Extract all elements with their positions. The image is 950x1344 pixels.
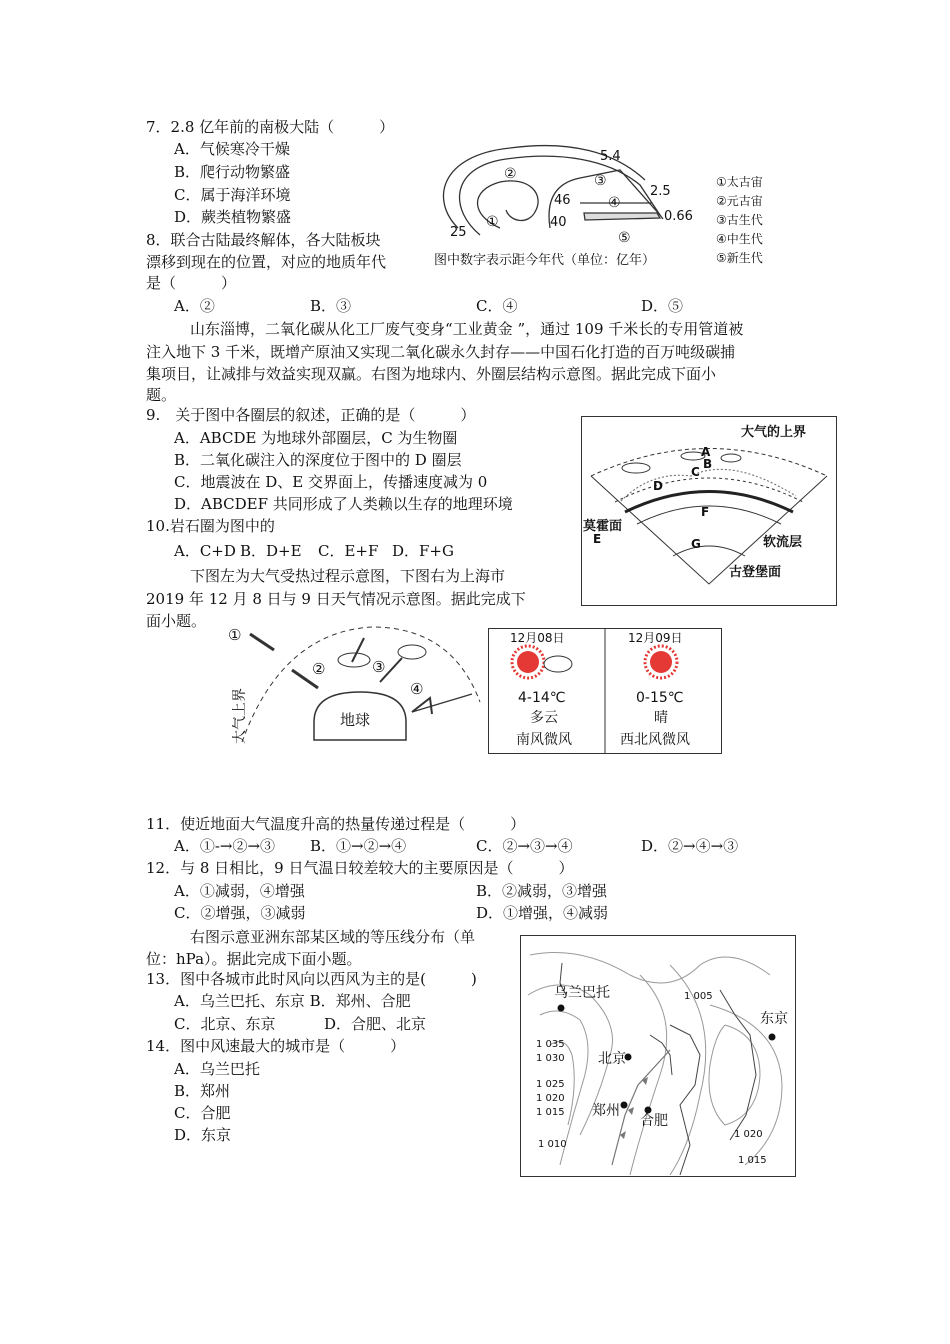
q11-stem: 11．使近地面大气温度升高的热量传递过程是（ ） xyxy=(146,815,526,833)
isobar-label-1035: 1 035 xyxy=(536,1039,565,1050)
q14-option-b: B．郑州 xyxy=(174,1082,231,1100)
weather-day2-wind: 西北风微风 xyxy=(620,732,690,748)
geotime-num-46: 46 xyxy=(554,193,571,208)
sphere-letter-g: G xyxy=(691,537,701,551)
isobar-label-1015-e: 1 015 xyxy=(738,1155,767,1166)
sphere-letter-b: B xyxy=(703,457,713,471)
q13-option-d: D．合肥、北京 xyxy=(324,1015,427,1033)
q14-option-c: C．合肥 xyxy=(174,1104,231,1122)
weather-day1-date: 12月08日 xyxy=(510,631,565,645)
sphere-moho-label: 莫霍面 xyxy=(583,519,623,534)
q13-stem: 13．图中各城市此时风向以西风为主的是( ) xyxy=(146,970,477,988)
q13-options-line1: A．乌兰巴托、东京 B．郑州、合肥 xyxy=(174,992,411,1010)
isobar-label-1010: 1 010 xyxy=(538,1139,567,1150)
q7-option-b: B．爬行动物繁盛 xyxy=(174,163,291,181)
q12-option-a: A．①减弱，④增强 xyxy=(174,882,305,900)
passage3-line1: 右图示意亚洲东部某区域的等压线分布（单 xyxy=(190,928,476,946)
sphere-letter-a: A xyxy=(701,445,711,459)
geotime-num-25: 25 xyxy=(450,225,467,240)
isobar-label-1025: 1 025 xyxy=(536,1079,565,1090)
q10-option-d: D．F+G xyxy=(392,542,454,560)
heating-arrow-3: ③ xyxy=(372,658,386,676)
sphere-asthenosphere-label: 软流层 xyxy=(763,535,803,550)
geologic-time-figure xyxy=(420,140,790,275)
q10-option-b: B．D+E xyxy=(240,542,302,560)
passage1-line3: 集项目，让减排与效益实现双赢。右图为地球内、外圈层结构示意图。据此完成下面小 xyxy=(146,365,717,383)
passage2-line1: 下图左为大气受热过程示意图，下图右为上海市 xyxy=(190,567,506,585)
q8-option-b: B．③ xyxy=(310,297,352,315)
earth-spheres-figure xyxy=(581,416,837,606)
heating-arrow-2: ② xyxy=(312,660,326,678)
weather-day1-desc: 多云 xyxy=(530,710,558,726)
weather-day1-temp: 4-14℃ xyxy=(518,690,566,706)
geotime-legend-1: ①太古宙 xyxy=(716,175,763,189)
q9-option-a: A．ABCDE 为地球外部圈层，C 为生物圈 xyxy=(174,429,458,447)
heating-arrow-4: ④ xyxy=(410,680,424,698)
passage1-line2: 注入地下 3 千米，既增产原油又实现二氧化碳永久封存——中国石化打造的百万吨级碳捕 xyxy=(146,343,736,361)
weather-day1-wind: 南风微风 xyxy=(516,732,572,748)
q9-option-c: C．地震波在 D、E 交界面上，传播速度减为 0 xyxy=(174,473,488,491)
isobar-label-1030: 1 030 xyxy=(536,1053,565,1064)
city-ulaanbaatar: 乌兰巴托 xyxy=(554,985,610,1001)
heating-earth-label: 地球 xyxy=(340,711,371,729)
q8-option-c: C．④ xyxy=(476,297,518,315)
weather-figure xyxy=(488,628,722,754)
q7-stem: 7．2.8 亿年前的南极大陆（ ） xyxy=(146,118,395,136)
city-ulaanbaatar-dot xyxy=(558,1005,565,1012)
q14-option-d: D．东京 xyxy=(174,1126,232,1144)
sphere-gutenberg-label: 古登堡面 xyxy=(729,565,782,580)
q12-stem: 12．与 8 日相比，9 日气温日较差较大的主要原因是（ ） xyxy=(146,859,574,877)
isobar-label-1015-w: 1 015 xyxy=(536,1107,565,1118)
geotime-circle-2: ② xyxy=(504,166,517,182)
q7-option-d: D．蕨类植物繁盛 xyxy=(174,208,292,226)
city-tokyo: 东京 xyxy=(760,1011,788,1027)
weather-day1-sun-icon xyxy=(512,646,572,678)
passage2-line2: 2019 年 12 月 8 日与 9 日天气情况示意图。据此完成下 xyxy=(146,590,526,608)
weather-day2-sun-icon xyxy=(645,646,677,678)
city-zhengzhou-dot xyxy=(621,1102,628,1109)
q11-option-a: A．①-→②→③ xyxy=(174,837,276,855)
q10-option-a: A．C+D xyxy=(174,542,236,560)
sphere-letter-f: F xyxy=(701,505,710,519)
geotime-legend-5: ⑤新生代 xyxy=(716,251,763,265)
isobar-label-1020-w: 1 020 xyxy=(536,1093,565,1104)
sphere-letter-c: C xyxy=(691,465,700,479)
q11-option-d: D．②→④→③ xyxy=(641,837,739,855)
passage3-line2: 位：hPa）。据此完成下面小题。 xyxy=(146,950,362,968)
q9-option-d: D．ABCDEF 共同形成了人类赖以生存的地理环境 xyxy=(174,495,513,513)
geotime-num-2-5: 2.5 xyxy=(650,184,671,199)
isobar-map xyxy=(520,935,796,1177)
q14-stem: 14．图中风速最大的城市是（ ） xyxy=(146,1037,406,1055)
geotime-circle-5: ⑤ xyxy=(618,230,631,246)
q12-option-c: C．②增强，③减弱 xyxy=(174,904,306,922)
geotime-circle-4: ④ xyxy=(608,195,621,211)
weather-day2-date: 12月09日 xyxy=(628,631,683,645)
heating-arrow-1: ① xyxy=(228,626,242,644)
q7-option-c: C．属于海洋环境 xyxy=(174,186,291,204)
sphere-letter-d: D xyxy=(653,479,663,493)
q12-option-b: B．②减弱，③增强 xyxy=(476,882,608,900)
city-tokyo-dot xyxy=(769,1034,776,1041)
q8-stem-line3: 是（ ） xyxy=(146,274,237,292)
q14-option-a: A．乌兰巴托 xyxy=(174,1060,260,1078)
atmosphere-heating-figure xyxy=(222,622,484,750)
q11-option-b: B．①→②→④ xyxy=(310,837,407,855)
q8-stem-line1: 8．联合古陆最终解体，各大陆板块 xyxy=(146,231,381,249)
q7-option-a: A．气候寒冷干燥 xyxy=(174,140,290,158)
city-zhengzhou: 郑州 xyxy=(592,1103,620,1119)
sphere-top-label: 大气的上界 xyxy=(741,425,807,440)
q11-option-c: C．②→③→④ xyxy=(476,837,573,855)
geotime-caption: 图中数字表示距今年代（单位：亿年） xyxy=(434,253,656,268)
geotime-circle-1: ① xyxy=(486,214,499,230)
q10-stem: 10.岩石圈为图中的 xyxy=(146,517,275,535)
passage1-line4: 题。 xyxy=(146,386,177,404)
isobar-label-1020-e: 1 020 xyxy=(734,1129,763,1140)
city-beijing: 北京 xyxy=(598,1051,626,1067)
q10-option-c: C．E+F xyxy=(318,542,379,560)
q8-option-a: A．② xyxy=(174,297,215,315)
q9-stem: 9. 关于图中各圈层的叙述，正确的是（ ） xyxy=(146,406,476,424)
geotime-legend-2: ②元古宙 xyxy=(716,194,763,208)
isobar-label-1005: 1 005 xyxy=(684,991,713,1002)
q13-option-c: C．北京、东京 xyxy=(174,1015,276,1033)
geotime-legend-4: ④中生代 xyxy=(716,232,763,246)
geotime-num-5-4: 5.4 xyxy=(600,149,621,164)
q12-option-d: D．①增强，④减弱 xyxy=(476,904,609,922)
geotime-num-40: 40 xyxy=(550,215,567,230)
q8-stem-line2: 漂移到现在的位置，对应的地质年代 xyxy=(146,253,387,271)
weather-day2-temp: 0-15℃ xyxy=(636,690,684,706)
passage1-line1: 山东淄博，二氧化碳从化工厂废气变身“工业黄金 ”，通过 109 千米长的专用管道被 xyxy=(190,320,744,338)
passage2-line3: 面小题。 xyxy=(146,612,207,630)
geotime-legend-3: ③古生代 xyxy=(716,213,763,227)
heating-side-label: 大气上界 xyxy=(232,688,248,744)
sphere-letter-e: E xyxy=(593,532,602,546)
geotime-circle-3: ③ xyxy=(594,173,607,189)
weather-day2-desc: 晴 xyxy=(654,710,668,726)
geotime-num-0-66: 0.66 xyxy=(664,209,693,224)
q9-option-b: B．二氧化碳注入的深度位于图中的 D 圈层 xyxy=(174,451,462,469)
city-hefei: 合肥 xyxy=(640,1113,668,1129)
q8-option-d: D．⑤ xyxy=(641,297,684,315)
